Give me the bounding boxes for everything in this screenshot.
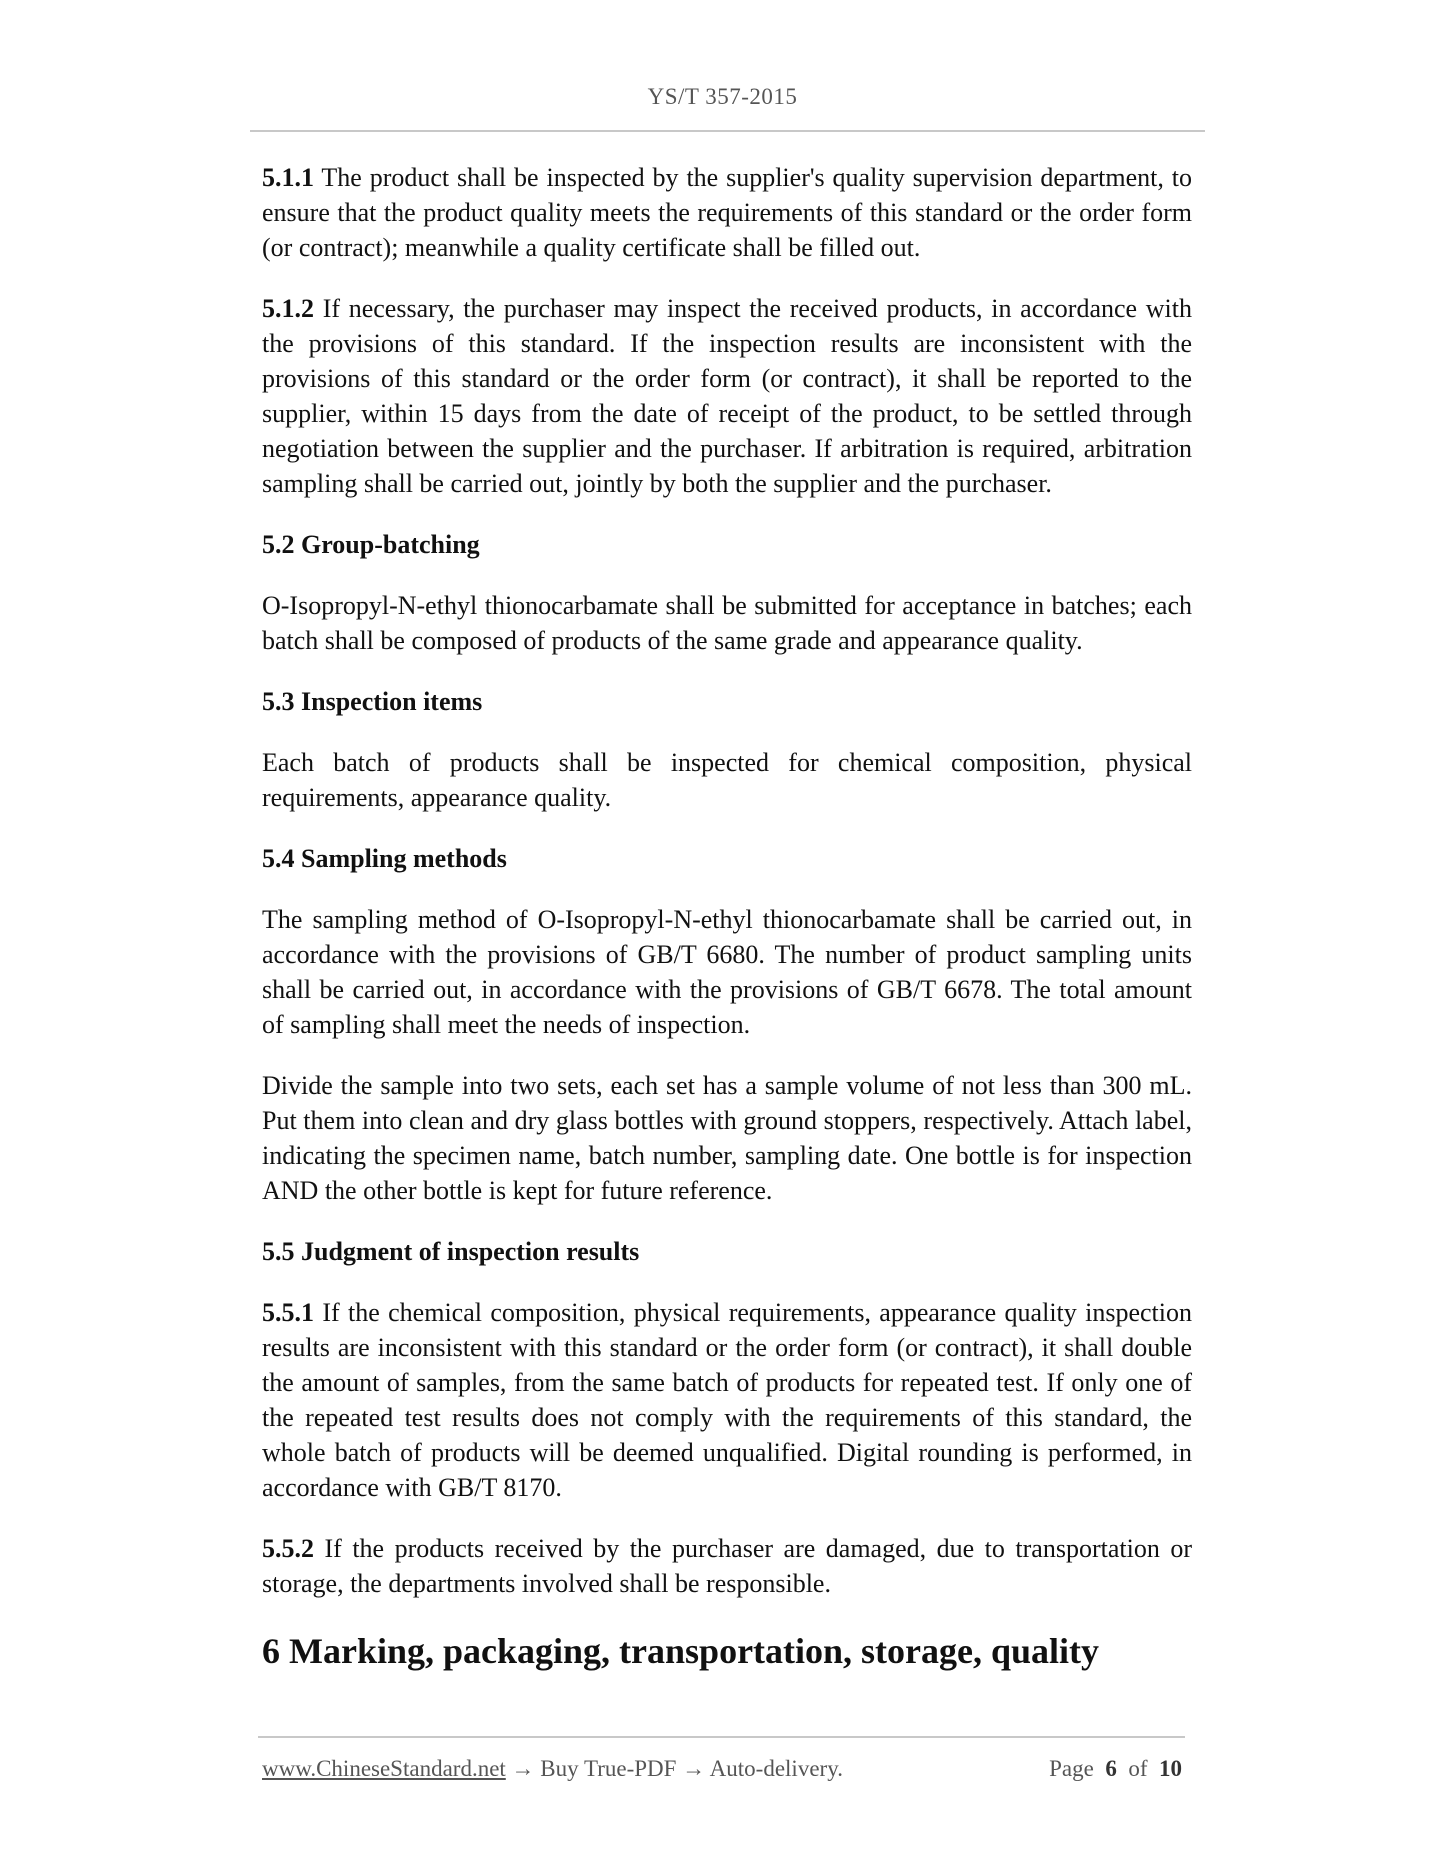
clause-5-1-2	[262, 291, 1192, 501]
page-label: Page	[1049, 1756, 1094, 1781]
clause-number: 5.1.2	[262, 294, 314, 323]
clause-number: 5.5.2	[262, 1534, 314, 1563]
paragraph-5-4-a: The sampling method of O-Isopropyl-N-ethyl thionocarbamate shall be carried out, in accordance with the provisions of GB/T 6680. The number of product sampling units shall be carried out, in accordance with the provisions of GB/T 6678. The total amount of sampling shall meet the needs of inspection.	[262, 905, 1192, 1039]
clause-5-5-1	[262, 1295, 1192, 1505]
footer-promo	[262, 1756, 843, 1782]
paragraph-5-3: Each batch of products shall be inspected for chemical composition, physical requirements, appearance quality.	[262, 748, 1192, 812]
clause-text: If necessary, the purchaser may inspect the received products, in accordance with the provisions of this standard. If the inspection results are inconsistent with the provisions of this standard or the order form (or contract), it shall be reported to the supplier, within 15 days from the date of receipt of the product, to be settled through negotiation between the supplier and the purchaser. If arbitration is required, arbitration sampling shall be carried out, jointly by both the supplier and the purchaser.	[262, 294, 1192, 498]
buy-pdf-text: Buy True-PDF	[540, 1756, 677, 1781]
clause-text: If the products received by the purchaser are damaged, due to transportation or storage, the departments involved shall be responsible.	[262, 1534, 1192, 1598]
auto-delivery-text: Auto-delivery.	[709, 1756, 843, 1781]
heading-5-2: 5.2 Group-batching	[262, 530, 480, 559]
clause-text: If the chemical composition, physical requirements, appearance quality inspection results are inconsistent with this standard or the order form (or contract), it shall double the amount of samples, from the same batch of products for repeated test. If only one of the repeated test results does not comply with the requirements of this standard, the whole batch of products will be deemed unqualified. Digital rounding is performed, in accordance with GB/T 8170.	[262, 1298, 1192, 1502]
header-divider	[250, 130, 1205, 132]
clause-text: The product shall be inspected by the supplier's quality supervision department, to ensure that the product quality meets the requirements of this standard or the order form (or contract); meanwhile a quality certificate shall be filled out.	[262, 163, 1192, 262]
page-content	[262, 160, 1192, 1673]
heading-5-5: 5.5 Judgment of inspection results	[262, 1237, 640, 1266]
current-page: 6	[1105, 1756, 1117, 1781]
paragraph-5-4-b: Divide the sample into two sets, each set has a sample volume of not less than 300 mL. Put them into clean and dry glass bottles with ground stoppers, respectively. Attach label, indicating the specimen name, batch number, sampling date. One bottle is for inspection AND the other bottle is kept for future reference.	[262, 1071, 1192, 1205]
footer-divider	[258, 1736, 1185, 1738]
document-id-header: YS/T 357-2015	[647, 84, 798, 109]
of-label: of	[1128, 1756, 1148, 1781]
clause-number: 5.1.1	[262, 163, 314, 192]
heading-5-4: 5.4 Sampling methods	[262, 844, 507, 873]
arrow-icon: →	[505, 1756, 541, 1781]
clause-5-1-1	[262, 160, 1192, 265]
arrow-icon: →	[676, 1756, 710, 1781]
website-link[interactable]: www.ChineseStandard.net	[262, 1756, 506, 1781]
page-indicator	[1049, 1756, 1182, 1782]
heading-5-3: 5.3 Inspection items	[262, 687, 483, 716]
paragraph-5-2: O-Isopropyl-N-ethyl thionocarbamate shall be submitted for acceptance in batches; each batch shall be composed of products of the same grade and appearance quality.	[262, 591, 1192, 655]
clause-5-5-2	[262, 1531, 1192, 1601]
heading-6: 6 Marking, packaging, transportation, storage, quality	[262, 1631, 1100, 1671]
total-pages: 10	[1159, 1756, 1182, 1781]
clause-number: 5.5.1	[262, 1298, 314, 1327]
